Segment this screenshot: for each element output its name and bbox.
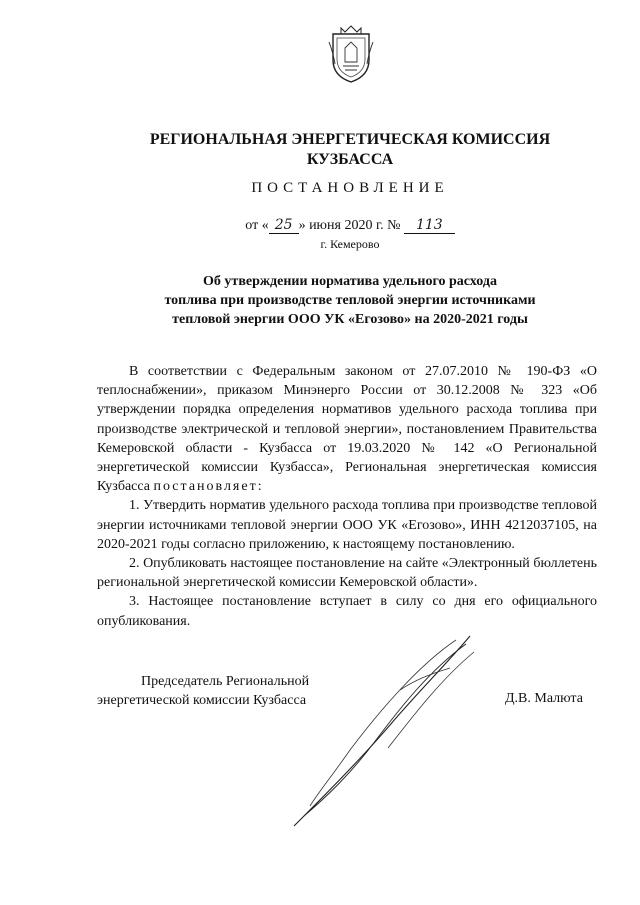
city: г. Кемерово	[320, 237, 380, 251]
subject-line1: Об утверждении норматива удельного расхода	[203, 274, 497, 289]
paragraph-item-3: 3. Настоящее постановление вступает в силу со дня его официального опубликования.	[97, 594, 597, 629]
date-prefix: от «	[245, 218, 269, 233]
issuing-authority	[100, 130, 600, 170]
signatory-title-line2: энергетической комиссии Кузбасса	[97, 693, 307, 708]
document-body	[97, 362, 597, 631]
paragraph-preamble	[97, 362, 597, 496]
document-type: ПОСТАНОВЛЕНИЕ	[251, 180, 449, 196]
signatory-title-line1: Председатель Региональной	[141, 674, 310, 689]
subject-line2: топлива при производстве тепловой энергии источниками	[164, 293, 536, 308]
signatory-name: Д.В. Малюта	[505, 691, 583, 706]
subject-line3: тепловой энергии ООО УК «Егозово» на 2020-2021 годы	[172, 312, 528, 327]
date-and-number	[100, 217, 600, 234]
document-number: 113	[404, 217, 455, 234]
resolution-verb: постановляет:	[153, 479, 264, 495]
date-month-year: » июня 2020 г. №	[298, 218, 401, 233]
document-subject	[130, 272, 570, 329]
org-name-line1: РЕГИОНАЛЬНАЯ ЭНЕРГЕТИЧЕСКАЯ КОМИССИЯ	[149, 131, 551, 148]
preamble-text: В соответствии с Федеральным законом от 27.07.2010 № 190-ФЗ «О теплоснабжении», приказом Минэнерго России от 30.12.2008 № 323 «Об утверждении порядка определения нормативов удельного расхода топлива при производстве электрической и тепловой энергии», постановлением Правительства Кемеровской области - Кузбасса от 19.03.2020 № 142 «О Региональной энергетической комиссии Кузбасса», Региональная энергетическая комиссия Кузбасса	[97, 364, 597, 495]
paragraph-item-1: 1. Утвердить норматив удельного расхода топлива при производстве тепловой энергии источниками тепловой энергии ООО УК «Егозово», ИНН 4212037105, на 2020-2021 годы согласно приложению, к настоящему постановлению.	[97, 498, 597, 552]
date-day: 25	[269, 217, 299, 234]
handwritten-signature	[280, 630, 480, 830]
coat-of-arms-emblem	[327, 24, 375, 84]
paragraph-item-2: 2. Опубликовать настоящее постановление на сайте «Электронный бюллетень региональной энергетической комиссии Кемеровской области».	[97, 556, 597, 591]
org-name-line2: КУЗБАССА	[306, 151, 394, 168]
